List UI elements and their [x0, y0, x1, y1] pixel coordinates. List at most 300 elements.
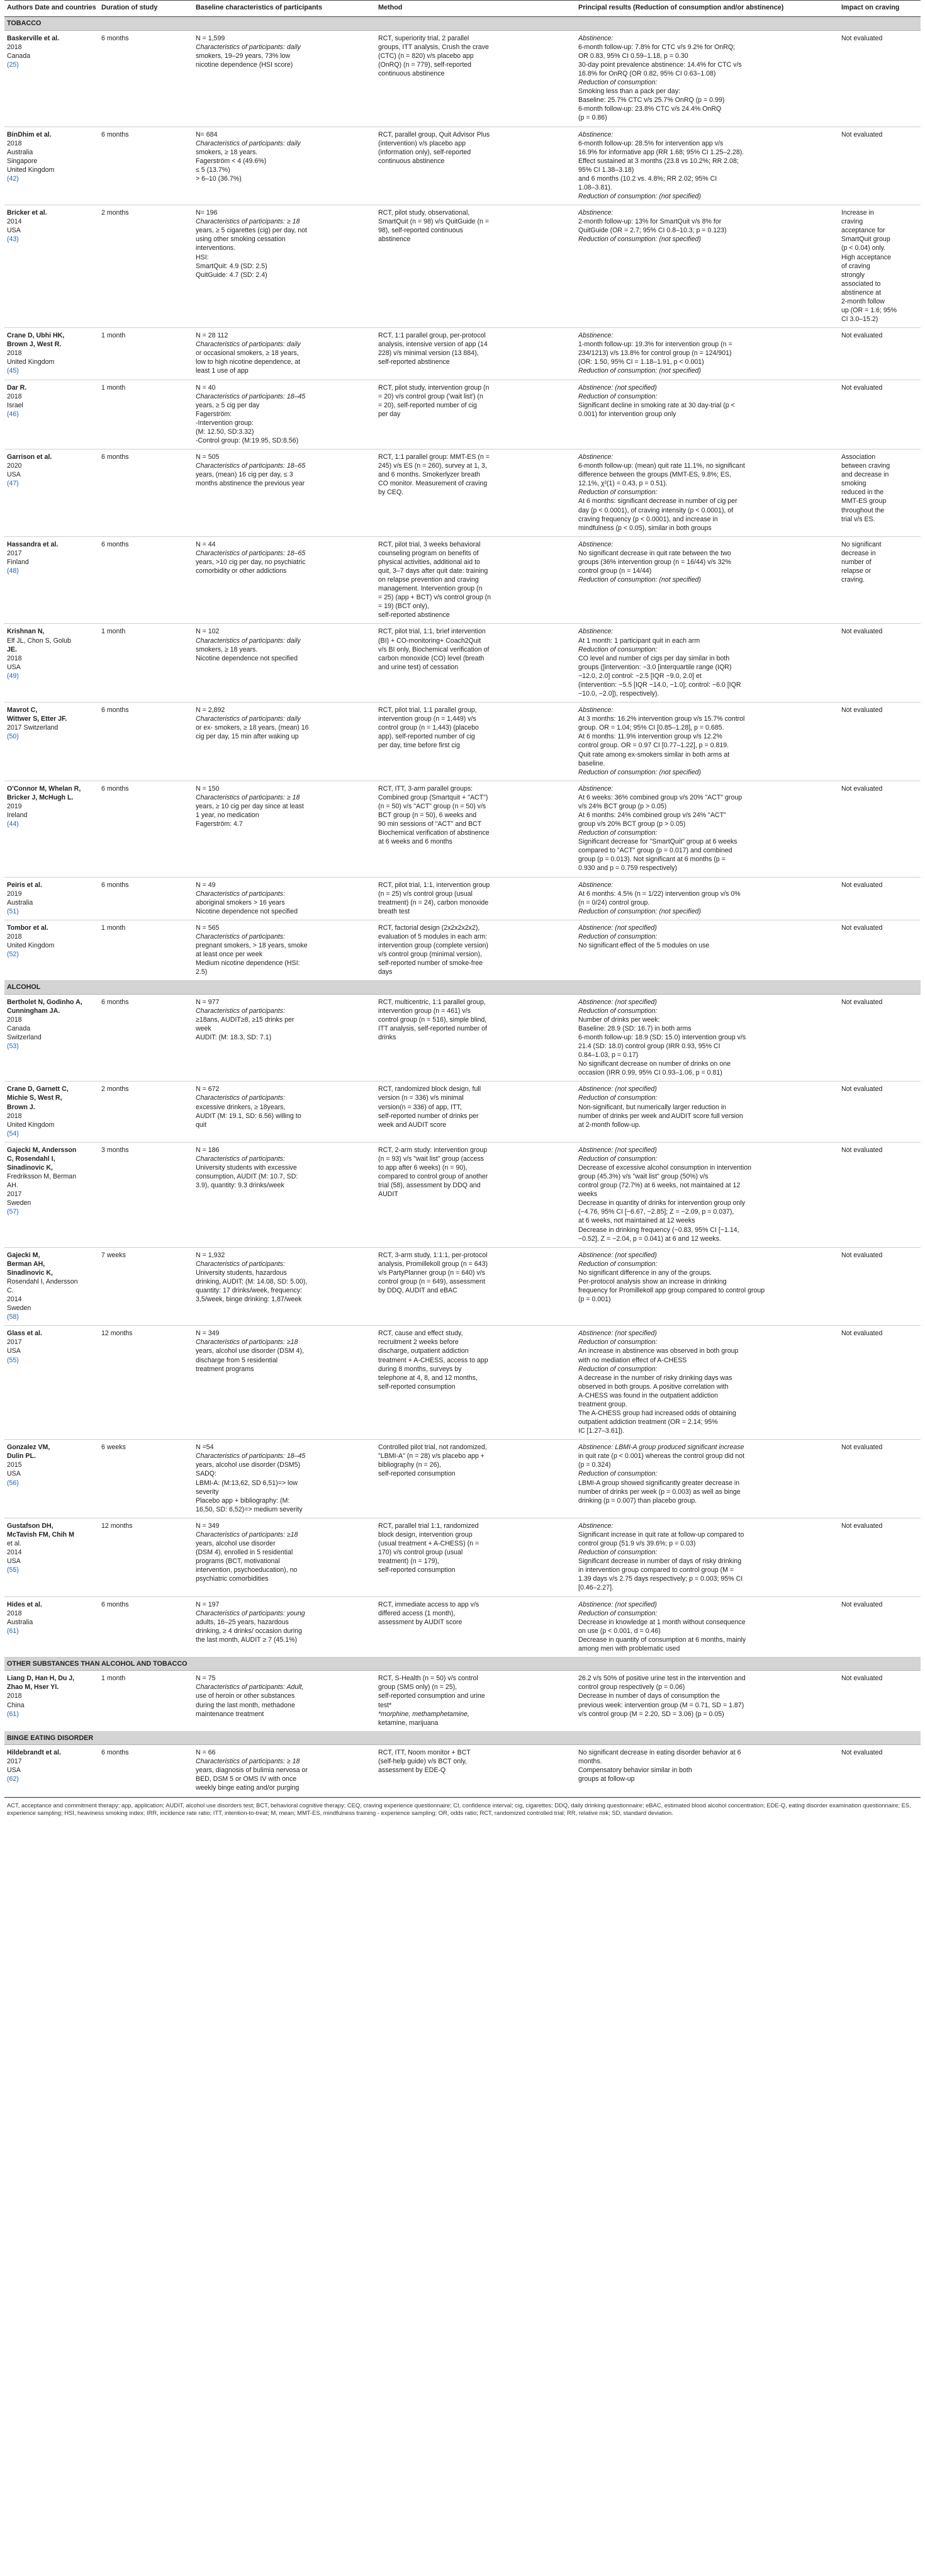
author-line: USA — [7, 1766, 21, 1775]
results-line: 21.4 (SD: 18.0) control group (IRR 0.93, 95% CI — [578, 1042, 720, 1051]
reference-link[interactable]: (44) — [7, 820, 19, 828]
reference-link[interactable]: (52) — [7, 951, 19, 959]
method-line: control group (n = 1,443) (placebo — [378, 724, 479, 732]
baseline-line: smokers, 19–29 years, 73% low — [196, 52, 291, 60]
cell-method — [376, 781, 576, 877]
table-row — [4, 1247, 921, 1326]
author-line: Tombor et al. — [7, 924, 48, 932]
author-line: 2017 — [7, 1338, 22, 1347]
results-line: 16.9% for informative app (RR 1.68; 95% CI 1.25–2.28). — [578, 148, 744, 156]
method-line: Combined group (Smartquit + "ACT") — [378, 793, 488, 801]
cell-duration: 1 month — [99, 380, 193, 449]
results-line: Abstinence: — [578, 881, 614, 889]
craving-line: Not evaluated — [841, 1085, 883, 1093]
results-line: at 6 weeks, not maintained at 12 weeks — [578, 1217, 695, 1225]
results-line: Decrease in drinking frequency (−0.83, 95% CI [−1.14, — [578, 1226, 739, 1234]
baseline-line: N = 672 — [196, 1085, 220, 1093]
method-line: differed access (1 month), — [378, 1609, 456, 1617]
cell-authors — [4, 1745, 99, 1797]
cell-baseline — [193, 1082, 376, 1142]
baseline-line: programs (BCT, motivational — [196, 1557, 280, 1566]
header-baseline: Baseline characteristics of participants — [193, 1, 376, 17]
baseline-line: Characteristics of participants: ≥ 18 — [196, 793, 300, 801]
craving-line: abstinence at — [841, 288, 882, 297]
table-row — [4, 1440, 921, 1518]
results-line: No significant difference in any of the groups. — [578, 1268, 712, 1277]
cell-authors — [4, 127, 99, 205]
cell-results — [576, 877, 839, 920]
baseline-line: N= 684 — [196, 130, 218, 138]
results-line: Abstinence: — [578, 34, 614, 42]
results-line: Decrease in quantity of drinks for intervention group only — [578, 1199, 745, 1207]
author-line: 2018 — [7, 1692, 22, 1700]
cell-authors — [4, 205, 99, 328]
cell-baseline — [193, 1326, 376, 1440]
baseline-line: 2.5) — [196, 968, 208, 976]
method-line: by CEQ. — [378, 489, 404, 497]
craving-line: (p < 0.04) only. — [841, 244, 886, 252]
results-line: At 6 months: significant decrease in number of cig per — [578, 497, 737, 506]
results-line: Reduction of consumption: — [578, 1338, 658, 1347]
method-line: assessment by AUDIT score — [378, 1618, 462, 1626]
results-line: (OR: 1.50, 95% CI = 1.18–1.91, p < 0.001) — [578, 358, 704, 366]
results-line: craving frequency (p < 0.0001), and increase in — [578, 515, 718, 523]
author-line: USA — [7, 227, 21, 235]
cell-method — [376, 1671, 576, 1731]
author-line: 2019 — [7, 890, 22, 898]
author-line: Crane D, Garnett C, — [7, 1085, 69, 1093]
baseline-line: Characteristics of participants: 18–45 — [196, 1452, 306, 1460]
method-line: block design, intervention group — [378, 1530, 473, 1539]
method-line: RCT, 2-arm study: intervention group — [378, 1146, 488, 1154]
reference-link[interactable]: (57) — [7, 1208, 19, 1216]
method-line: 90 min sessions of "ACT" and BCT — [378, 820, 482, 828]
author-line: O'Connor M, Whelan R, — [7, 784, 81, 793]
method-line: drinks — [378, 1033, 396, 1041]
results-line: (−4.76, 95% CI [−6.67, −2.85]; Z = −2.09, p = 0.037), — [578, 1208, 734, 1216]
reference-link[interactable]: (55) — [7, 1356, 19, 1364]
reference-link[interactable]: (51) — [7, 907, 19, 915]
baseline-line: LBMI-A: (M:13,62, SD 6,51)=> low — [196, 1479, 298, 1487]
reference-link[interactable]: (58) — [7, 1313, 19, 1321]
baseline-line: Characteristics of participants: 18–65 — [196, 462, 306, 470]
cell-results — [576, 781, 839, 877]
results-line: CO level and number of cigs per day similar in both — [578, 654, 730, 662]
baseline-line: Characteristics of participants: ≥ 18 — [196, 218, 300, 226]
cell-method — [376, 1142, 576, 1247]
craving-line: Not evaluated — [841, 1675, 883, 1683]
method-line: 98), self-reported continuous — [378, 227, 463, 235]
method-line: (BI) + CO-monitoring+ Coach2Quit — [378, 636, 481, 645]
method-line: control group (n = 516), simple blind, — [378, 1015, 487, 1024]
baseline-line: Placebo app + bibliography: (M: — [196, 1496, 290, 1505]
table-row — [4, 1596, 921, 1657]
craving-line: and decrease in — [841, 471, 889, 479]
results-line: weeks — [578, 1190, 598, 1199]
author-line: 2014 — [7, 1549, 22, 1557]
author-line: 2018 — [7, 1015, 22, 1024]
results-line: Reduction of consumption: — [578, 645, 658, 653]
section-header — [4, 1731, 921, 1744]
baseline-line: use of heroin or other substances — [196, 1692, 295, 1700]
author-line: 2018 — [7, 1609, 22, 1617]
method-line: SmartQuit (n = 98) v/s QuitGuide (n = — [378, 218, 490, 226]
method-line: RCT, pilot study, observational, — [378, 209, 470, 217]
method-line: days — [378, 968, 393, 976]
cell-method — [376, 920, 576, 980]
author-line: 2018 — [7, 43, 22, 51]
results-line: Abstinence: — [578, 784, 614, 793]
results-line: 6-month follow-up: 18.9 (SD: 15.0) intervention group v/s — [578, 1033, 746, 1041]
cell-method — [376, 703, 576, 781]
method-line: BCT group (n = 50), 6 weeks and — [378, 811, 477, 819]
craving-line: High acceptance — [841, 253, 891, 261]
baseline-line: years, >10 cig per day, no psychiatric — [196, 558, 306, 566]
results-line: No significant decrease in quit rate between the two — [578, 549, 731, 557]
results-line: Abstinence: — [578, 130, 614, 138]
cell-results — [576, 1326, 839, 1440]
author-line: Cunningham JA. — [7, 1007, 60, 1015]
results-line: Reduction of consumption: — [578, 1260, 658, 1268]
method-line: recruitment 2 weeks before — [378, 1338, 459, 1347]
results-line: −0.52], Z = −2.04, p = 0.041) at 6 and 12 weeks. — [578, 1234, 721, 1243]
baseline-line: discharge from 5 residential — [196, 1356, 278, 1364]
method-line: RCT, multicentric, 1:1 parallel group, — [378, 998, 486, 1006]
author-line: China — [7, 1701, 25, 1709]
cell-method — [376, 624, 576, 703]
method-line: 228) v/s minimal version (13 884), — [378, 349, 479, 358]
cell-results — [576, 127, 839, 205]
author-line: 2019 — [7, 802, 22, 810]
cell-duration: 1 month — [99, 328, 193, 380]
results-line: control group respectively (p = 0.06) — [578, 1683, 685, 1692]
results-line: frequency for Promillekoll app group compared to control group — [578, 1287, 765, 1294]
baseline-line: years, alcohol use disorder — [196, 1540, 276, 1548]
method-line: version (n = 336) v/s minimal — [378, 1094, 464, 1102]
results-line: (p = 0.001) — [578, 1296, 611, 1304]
results-line: Abstinence: (not specified) — [578, 1251, 657, 1259]
baseline-line: treatment programs — [196, 1365, 254, 1373]
results-line: (intervention: −5.5 [IQR −14.0, −1.0]; control: −6.0 [IQR — [578, 681, 741, 689]
cell-craving — [839, 380, 921, 449]
studies-table — [4, 0, 921, 1797]
baseline-line: intervention, psychoeducation), no — [196, 1566, 298, 1574]
results-line: at 2-month follow-up. — [578, 1121, 641, 1129]
baseline-line: > 6–10 (36.7%) — [196, 174, 242, 183]
reference-link[interactable]: (47) — [7, 480, 19, 488]
results-line: in intervention group compared to control group (M = — [578, 1566, 734, 1574]
results-line: Reduction of consumption: — [578, 1470, 658, 1478]
results-line: At 1 month: 1 participant quit in each arm — [578, 636, 700, 645]
results-line: Reduction of consumption: — [578, 829, 658, 837]
baseline-line: (M: 12.50, SD:3.32) — [196, 427, 254, 436]
author-line: C, Rosendahl I, — [7, 1155, 55, 1163]
cell-duration: 2 months — [99, 205, 193, 328]
reference-link[interactable]: (53) — [7, 1042, 19, 1051]
cell-duration: 3 months — [99, 1142, 193, 1247]
author-line: Wittwer S, Etter JF. — [7, 715, 67, 723]
method-line: test* — [378, 1701, 392, 1709]
method-line: breath test — [378, 907, 410, 915]
table-row — [4, 994, 921, 1082]
baseline-line: N = 44 — [196, 540, 216, 548]
craving-line: MMT-ES group — [841, 497, 887, 506]
baseline-line: drinking, AUDIT: (M: 14.08, SD: 5.00), — [196, 1277, 308, 1285]
reference-link[interactable]: (56) — [7, 1479, 19, 1487]
cell-results — [576, 205, 839, 328]
results-line: Reduction of consumption: — [578, 1094, 658, 1102]
cell-authors — [4, 703, 99, 781]
method-line: self-reported consumption and urine — [378, 1692, 485, 1700]
results-line: groups (36% intervention group (n = 16/44) v/s 32% — [578, 558, 731, 566]
results-line: Abstinence: — [578, 628, 614, 636]
method-line: per day, time before first cig — [378, 742, 460, 750]
author-line: Bricker J, McHugh L. — [7, 793, 74, 801]
results-line: Significant decline in smoking rate at 30 day-trial (p < — [578, 401, 735, 409]
method-line: RCT, pilot trial, 1:1, intervention group — [378, 881, 490, 889]
results-line: At 3 months: 16.2% intervention group v/s 15.7% control — [578, 715, 745, 723]
baseline-line: interventions. — [196, 244, 236, 252]
baseline-line: N = 186 — [196, 1146, 220, 1154]
header-results: Principal results (Reduction of consumption and/or abstinence) — [576, 1, 839, 17]
results-line: 12.1%, χ²(1) = 0.43, p = 0.51). — [578, 480, 668, 488]
craving-line: Not evaluated — [841, 1146, 883, 1154]
results-line: Per-protocol analysis show an increase in drinking — [578, 1277, 727, 1285]
craving-line: between craving — [841, 462, 890, 470]
results-line: 95% CI 1.38–3.18) — [578, 166, 634, 174]
baseline-line: Fagerström: — [196, 410, 232, 418]
method-line: carbon monoxide (CO) level (breath — [378, 654, 485, 662]
baseline-line: AUDIT: (M: 18.3, SD: 7.1) — [196, 1033, 272, 1041]
baseline-line: pregnant smokers, > 18 years, smoke — [196, 941, 308, 949]
reference-link[interactable]: (46) — [7, 410, 19, 418]
reference-link[interactable]: (50) — [7, 733, 19, 741]
author-line: 2018 — [7, 349, 22, 358]
method-line: RCT, factorial design (2x2x2x2x2), — [378, 924, 480, 932]
reference-link[interactable]: (25) — [7, 60, 19, 69]
author-line: Peiris et al. — [7, 881, 42, 889]
method-line: RCT, pilot study, intervention group (n — [378, 383, 490, 392]
results-line: observed in both groups. A positive correlation with — [578, 1382, 729, 1391]
method-line: RCT, pilot trial, 1:1 parallel group, — [378, 706, 477, 715]
cell-duration: 7 weeks — [99, 1247, 193, 1326]
baseline-line: HSI: — [196, 253, 209, 261]
author-line: United Kingdom — [7, 358, 55, 366]
results-line: day (p < 0.0001), of craving intensity (p < 0.0001), of — [578, 506, 734, 514]
section-title: BINGE EATING DISORDER — [4, 1731, 921, 1744]
author-line: 2018 — [7, 932, 22, 941]
method-line: on relapse prevention and craving — [378, 576, 479, 584]
table-body — [4, 17, 921, 1797]
method-line: RCT, randomized block design, full — [378, 1085, 481, 1093]
cell-craving — [839, 1671, 921, 1731]
reference-link[interactable]: (55) — [7, 1566, 19, 1574]
method-line: = 19) (BCT only), — [378, 602, 429, 611]
results-line: At 6 months: 24% combined group v/s 24% "ACT" — [578, 811, 726, 819]
author-line: 2014 — [7, 218, 22, 226]
reference-link[interactable]: (43) — [7, 235, 19, 244]
craving-line: CI 3.0–15.2) — [841, 315, 878, 324]
header-method: Method — [376, 1, 576, 17]
table-row — [4, 877, 921, 920]
cell-method — [376, 1596, 576, 1657]
cell-craving — [839, 624, 921, 703]
cell-authors — [4, 449, 99, 537]
baseline-line: years, (mean) 16 cig per day, ≤ 3 — [196, 471, 293, 479]
cell-authors — [4, 920, 99, 980]
cell-duration: 6 months — [99, 536, 193, 624]
craving-line: Not evaluated — [841, 881, 883, 889]
method-line: version(n = 336) of app, ITT, — [378, 1103, 462, 1111]
method-line: RCT, ITT, 3-arm parallel groups: — [378, 784, 473, 793]
cell-baseline — [193, 1247, 376, 1326]
author-line: Krishnan N, — [7, 628, 45, 636]
table-row — [4, 449, 921, 537]
method-line: intervention group (n = 1,449) v/s — [378, 715, 476, 723]
method-line: v/s BI only, Biochemical verification of — [378, 645, 490, 653]
results-line: 2-month follow-up: 13% for SmartQuit v/s 8% for — [578, 218, 722, 226]
cell-baseline — [193, 781, 376, 877]
results-line: Abstinence: — [578, 540, 614, 548]
method-line: self-reported number of drinks per — [378, 1112, 479, 1120]
table-row — [4, 536, 921, 624]
method-line: AUDIT — [378, 1190, 398, 1199]
author-line: Rosendahl I, Andersson — [7, 1277, 78, 1285]
cell-results — [576, 1518, 839, 1596]
cell-results — [576, 1142, 839, 1247]
cell-craving — [839, 781, 921, 877]
method-line: "LBMI-A" (n = 28) v/s placebo app + — [378, 1452, 485, 1460]
author-line: Hides et al. — [7, 1600, 42, 1608]
method-line: by DDQ, AUDIT and eBAC — [378, 1287, 457, 1294]
method-line: quit, 3–7 days after quit date: training — [378, 567, 488, 575]
section-header — [4, 1657, 921, 1670]
cell-results — [576, 328, 839, 380]
baseline-line: AUDIT (M: 19.1, SD: 6.56) willing to — [196, 1112, 301, 1120]
results-line: v/s 24% BCT group (p > 0.05) — [578, 802, 667, 810]
results-line: groups at follow-up — [578, 1775, 635, 1783]
reference-link[interactable]: (62) — [7, 1775, 19, 1783]
results-line: Decrease in knowledge at 1 month without consequence — [578, 1618, 746, 1626]
cell-duration: 6 months — [99, 703, 193, 781]
baseline-line: the last month, AUDIT ≥ 7 (45.1%) — [196, 1635, 298, 1644]
reference-link[interactable]: (54) — [7, 1129, 19, 1138]
table-row — [4, 703, 921, 781]
method-line: (information only), self-reported — [378, 148, 471, 156]
results-line: among men with problematic used — [578, 1644, 680, 1652]
craving-line: Association — [841, 453, 876, 461]
cell-results — [576, 1440, 839, 1518]
author-line: Gustafson DH, — [7, 1522, 53, 1530]
author-line: Garrison et al. — [7, 453, 52, 461]
cell-method — [376, 328, 576, 380]
baseline-line: Nicotine dependence not specified — [196, 654, 298, 662]
craving-line: Not evaluated — [841, 998, 883, 1006]
baseline-line: ≤ 5 (13.7%) — [196, 166, 230, 174]
baseline-line: years, ≥ 5 cigarettes (cig) per day, not — [196, 227, 307, 235]
cell-duration: 6 weeks — [99, 1440, 193, 1518]
method-line: bibliography (n = 26), — [378, 1461, 441, 1469]
cell-craving — [839, 1247, 921, 1326]
cell-duration: 6 months — [99, 127, 193, 205]
author-line: USA — [7, 471, 21, 479]
table-row — [4, 328, 921, 380]
results-line: Smoking less than a pack per day: — [578, 88, 680, 96]
results-line: treatment group. — [578, 1400, 627, 1408]
cell-results — [576, 1745, 839, 1797]
cell-craving — [839, 205, 921, 328]
results-line: Baseline: 25.7% CTC v/s 25.7% OnRQ (p = 0.99) — [578, 96, 725, 105]
method-line: assessment by EDE-Q — [378, 1766, 446, 1775]
method-line: self-reported abstinence — [378, 611, 450, 619]
craving-line: Not evaluated — [841, 924, 883, 932]
method-line: trial (58), assessment by DDQ and — [378, 1182, 481, 1190]
method-line: (n = 93) v/s "wait list" group (access — [378, 1155, 484, 1163]
author-line: Gajecki M, — [7, 1251, 40, 1259]
method-line: evaluation of 5 modules in each arm: — [378, 932, 488, 941]
reference-link[interactable]: (48) — [7, 567, 19, 575]
results-line: Abstinence: (not specified) — [578, 998, 657, 1006]
results-line: Decrease in quantity of consumption at 6 months, mainly — [578, 1635, 746, 1644]
baseline-line: N = 2,892 — [196, 706, 225, 715]
baseline-line: N = 150 — [196, 784, 220, 793]
baseline-line: N = 102 — [196, 628, 220, 636]
method-line: 245) v/s ES (n = 260), survey at 1, 3, — [378, 462, 487, 470]
craving-line: Not evaluated — [841, 1330, 883, 1338]
reference-link[interactable]: (61) — [7, 1710, 19, 1718]
baseline-line: Characteristics of participants: ≥18 — [196, 1530, 298, 1539]
author-line: USA — [7, 663, 21, 671]
table-row — [4, 1326, 921, 1440]
method-line: week and AUDIT score — [378, 1121, 447, 1129]
cell-method — [376, 1745, 576, 1797]
baseline-line: Characteristics of participants: daily — [196, 636, 301, 645]
craving-line: trial v/s ES. — [841, 515, 875, 523]
section-title: ALCOHOL — [4, 981, 921, 994]
section-title: TOBACCO — [4, 17, 921, 30]
craving-line: Not evaluated — [841, 332, 883, 340]
method-line: (OnRQ) (n = 779), self-reported — [378, 60, 472, 69]
reference-link[interactable]: (61) — [7, 1627, 19, 1635]
results-line: IC [1.27–3.61]). — [578, 1427, 625, 1435]
results-line: A decrease in the number of risky drinking days was — [578, 1374, 732, 1382]
baseline-line: years, alcohol use disorder (DSM5) — [196, 1461, 301, 1469]
results-line: (p = 0.324) — [578, 1461, 611, 1469]
cell-results — [576, 380, 839, 449]
results-line: Reduction of consumption: (not specified) — [578, 768, 701, 776]
baseline-line: years, ≥ 10 cig per day since at least — [196, 802, 304, 810]
reference-link[interactable]: (45) — [7, 367, 19, 375]
craving-line: 2-month follow — [841, 297, 885, 305]
reference-link[interactable]: (49) — [7, 672, 19, 680]
cell-method — [376, 1326, 576, 1440]
cell-results — [576, 30, 839, 127]
method-line: (intervention) v/s placebo app — [378, 139, 466, 147]
results-line: previous week: intervention group (M = 0.71, SD = 1.87) — [578, 1701, 744, 1709]
header-duration: Duration of study — [99, 1, 193, 17]
table-row — [4, 1142, 921, 1247]
baseline-line: months abstinence the previous year — [196, 480, 305, 488]
reference-link[interactable]: (42) — [7, 174, 19, 183]
baseline-line: comorbidity or other addictions — [196, 567, 287, 575]
results-line: 6-month follow-up: 7.8% for CTC v/s 9.2% for OnRQ; — [578, 43, 736, 51]
header-row — [4, 1, 921, 17]
cell-authors — [4, 781, 99, 877]
craving-line: Not evaluated — [841, 1522, 883, 1530]
method-line: RCT, immediate access to app v/s — [378, 1600, 479, 1608]
results-line: control group (72.7%) at 6 weeks, not maintained at 12 — [578, 1182, 741, 1190]
craving-line: number of — [841, 558, 872, 566]
